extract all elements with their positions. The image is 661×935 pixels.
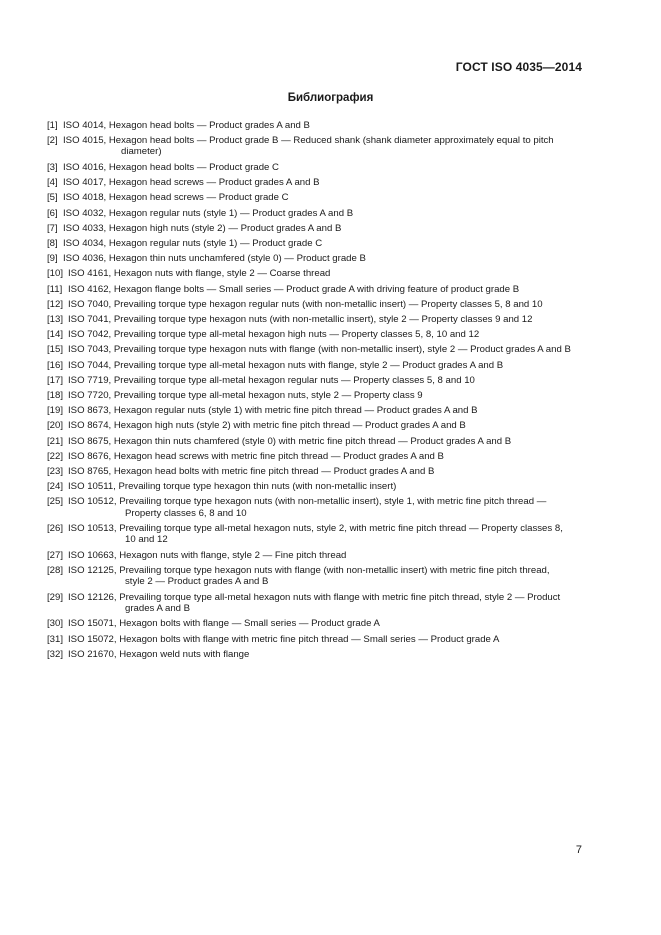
bibliography-item — [47, 297, 585, 312]
bibliography-item — [47, 342, 585, 357]
reference-number: [27] — [47, 549, 64, 561]
reference-text: ISO 7720, Prevailing torque type all-metal hexagon nuts, style 2 — Property class 9 — [68, 389, 423, 401]
bibliography-item — [47, 206, 585, 221]
reference-text: ISO 10511, Prevailing torque type hexagon thin nuts (with non-metallic insert) — [68, 481, 397, 493]
reference-number: [4] — [47, 177, 58, 189]
bibliography-item — [47, 418, 585, 433]
reference-number: [26] — [47, 523, 64, 535]
bibliography-item — [47, 548, 585, 563]
reference-number: [17] — [47, 374, 64, 386]
reference-number: [9] — [47, 253, 58, 265]
reference-number: [31] — [47, 633, 64, 645]
reference-number: [18] — [47, 389, 64, 401]
reference-number: [20] — [47, 420, 64, 432]
reference-text: ISO 7043, Prevailing torque type hexagon nuts with flange (with non-metallic insert), style 2 — Product grades A and B — [68, 344, 571, 356]
reference-text: ISO 10513, Prevailing torque type all-metal hexagon nuts, style 2, with metric fine pitch thread — Property classes 8, — [68, 523, 563, 535]
bibliography-item — [47, 632, 585, 647]
reference-number: [21] — [47, 435, 64, 447]
reference-text: ISO 4033, Hexagon high nuts (style 2) — Product grades A and B — [63, 222, 342, 234]
page-number: 7 — [575, 844, 582, 856]
reference-text: ISO 4034, Hexagon regular nuts (style 1) — Product grade C — [63, 237, 323, 249]
reference-text-continuation: style 2 — Product grades A and B — [125, 576, 269, 588]
bibliography-item — [47, 563, 585, 588]
reference-number: [19] — [47, 405, 64, 417]
reference-number: [3] — [47, 161, 58, 173]
reference-text: ISO 15071, Hexagon bolts with flange — Small series — Product grade A — [68, 618, 380, 630]
bibliography-item — [47, 479, 585, 494]
reference-text: ISO 4032, Hexagon regular nuts (style 1) — Product grades A and B — [63, 207, 354, 219]
reference-text-continuation: grades A and B — [125, 602, 191, 614]
reference-text: ISO 4036, Hexagon thin nuts unchamfered (style 0) — Product grade B — [63, 253, 366, 265]
reference-text: ISO 7040, Prevailing torque type hexagon regular nuts (with non-metallic insert) — Property classes 5, 8 and 10 — [68, 298, 543, 310]
reference-text: ISO 10512, Prevailing torque type hexagon nuts (with non-metallic insert), style 1, with metric fine pitch thread — — [68, 496, 547, 508]
reference-number: [32] — [47, 648, 64, 660]
reference-text: ISO 15072, Hexagon bolts with flange with metric fine pitch thread — Small series — Product grade A — [68, 633, 500, 645]
reference-number: [8] — [47, 237, 58, 249]
reference-number: [30] — [47, 618, 64, 630]
reference-text-continuation: Property classes 6, 8 and 10 — [125, 507, 247, 519]
reference-number: [14] — [47, 329, 64, 341]
bibliography-item — [47, 464, 585, 479]
reference-text: ISO 10663, Hexagon nuts with flange, style 2 — Fine pitch thread — [68, 549, 347, 561]
reference-text: ISO 4014, Hexagon head bolts — Product grades A and B — [63, 120, 310, 131]
reference-text: ISO 4015, Hexagon head bolts — Product grade B — Reduced shank (shank diameter approximately equal to pitch — [63, 135, 554, 147]
reference-text: ISO 7041, Prevailing torque type hexagon nuts (with non-metallic insert), style 2 — Property classes 9 and 12 — [68, 313, 533, 325]
reference-text: ISO 8673, Hexagon regular nuts (style 1) with metric fine pitch thread — Product grades A and B — [68, 405, 478, 417]
reference-text: ISO 7719, Prevailing torque type all-metal hexagon regular nuts — Property classes 5, 8 and 10 — [68, 374, 475, 386]
bibliography-item — [47, 251, 585, 266]
reference-number: [29] — [47, 591, 64, 603]
bibliography-item — [47, 616, 585, 631]
reference-number: [15] — [47, 344, 64, 356]
bibliography-item — [47, 327, 585, 342]
bibliography-item — [47, 118, 585, 133]
reference-number: [10] — [47, 268, 64, 280]
bibliography-item — [47, 434, 585, 449]
bibliography-item — [47, 190, 585, 205]
reference-text: ISO 4161, Hexagon nuts with flange, style 2 — Coarse thread — [68, 268, 331, 280]
bibliography-list — [47, 118, 585, 662]
page-title: Библиография — [287, 92, 374, 104]
bibliography-item — [47, 133, 585, 158]
reference-text: ISO 4017, Hexagon head screws — Product grades A and B — [63, 177, 320, 189]
reference-number: [5] — [47, 192, 58, 204]
bibliography-item — [47, 590, 585, 615]
reference-number: [13] — [47, 313, 64, 325]
bibliography-item — [47, 236, 585, 251]
reference-number: [11] — [47, 283, 63, 295]
reference-text: ISO 21670, Hexagon weld nuts with flange — [68, 648, 250, 660]
bibliography-item — [47, 358, 585, 373]
reference-text: ISO 8765, Hexagon head bolts with metric fine pitch thread — Product grades A and B — [68, 465, 435, 477]
reference-text-continuation: 10 and 12 — [125, 534, 168, 546]
reference-text: ISO 12125, Prevailing torque type hexagon nuts with flange (with non-metallic insert) with metric fine pitch thread, — [68, 564, 550, 576]
reference-number: [2] — [47, 135, 58, 147]
bibliography-item — [47, 175, 585, 190]
reference-number: [22] — [47, 450, 64, 462]
reference-number: [25] — [47, 496, 64, 508]
reference-number: [1] — [47, 120, 58, 131]
reference-text: ISO 4016, Hexagon head bolts — Product grade C — [63, 161, 279, 173]
bibliography-item — [47, 373, 585, 388]
bibliography-item — [47, 160, 585, 175]
reference-text: ISO 4018, Hexagon head screws — Product grade C — [63, 192, 289, 204]
reference-number: [28] — [47, 564, 64, 576]
bibliography-item — [47, 282, 585, 297]
reference-number: [24] — [47, 481, 64, 493]
bibliography-item — [47, 647, 585, 662]
reference-number: [16] — [47, 359, 64, 371]
reference-text: ISO 12126, Prevailing torque type all-metal hexagon nuts with flange with metric fine pitch thread, style 2 — Product — [68, 591, 561, 603]
bibliography-item — [47, 312, 585, 327]
reference-text: ISO 7042, Prevailing torque type all-metal hexagon high nuts — Property classes 5, 8, 10 and 12 — [68, 329, 480, 341]
bibliography-item — [47, 388, 585, 403]
reference-number: [12] — [47, 298, 64, 310]
document-code: ГОСТ ISO 4035—2014 — [455, 60, 582, 74]
reference-text: ISO 8675, Hexagon thin nuts chamfered (style 0) with metric fine pitch thread — Product grades A and B — [68, 435, 512, 447]
reference-text-continuation: diameter) — [121, 146, 162, 158]
reference-text: ISO 8674, Hexagon high nuts (style 2) with metric fine pitch thread — Product grades A and B — [68, 420, 466, 432]
reference-number: [7] — [47, 222, 58, 234]
bibliography-item — [47, 221, 585, 236]
reference-number: [6] — [47, 207, 58, 219]
bibliography-item — [47, 449, 585, 464]
bibliography-item — [47, 266, 585, 281]
bibliography-item — [47, 403, 585, 418]
bibliography-item — [47, 521, 585, 546]
reference-text: ISO 4162, Hexagon flange bolts — Small series — Product grade A with driving feature of product grade B — [68, 283, 520, 295]
reference-text: ISO 7044, Prevailing torque type all-metal hexagon nuts with flange, style 2 — Product grades A and B — [68, 359, 504, 371]
reference-text: ISO 8676, Hexagon head screws with metric fine pitch thread — Product grades A and B — [68, 450, 444, 462]
bibliography-item — [47, 494, 585, 519]
reference-number: [23] — [47, 465, 64, 477]
